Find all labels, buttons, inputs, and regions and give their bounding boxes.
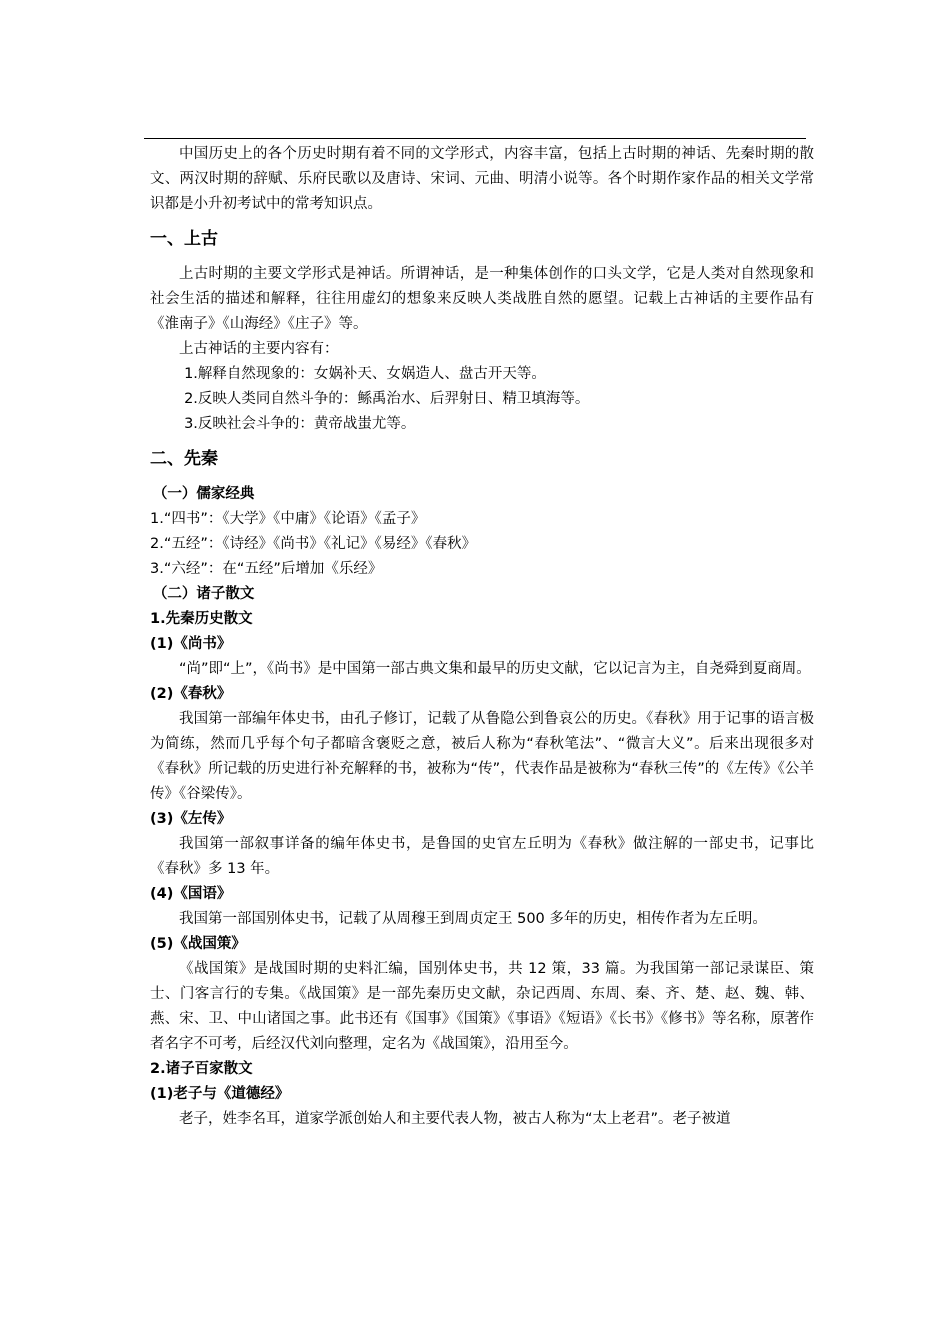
entry-text-shangshu: “尚”即“上”，《尚书》是中国第一部古典文集和最早的历史文献，它以记言为主，自尧舜到夏商周。: [179, 661, 811, 677]
subheading-zhuzi: （二）诸子散文: [152, 586, 255, 602]
rujia-list-item: 1.“四书”：《大学》《中庸》《论语》《孟子》: [150, 511, 426, 527]
document-body: [150, 142, 814, 1132]
entry-title-shangshu: (1)《尚书》: [150, 636, 232, 652]
rujia-list-item: 3.“六经”：在“五经”后增加《乐经》: [150, 561, 383, 577]
section-heading-shanggu: 一、上古: [150, 229, 218, 249]
entry-text-guoyu: 我国第一部国别体史书，记载了从周穆王到周贞定王 500 多年的历史，相传作者为左丘明。: [179, 911, 767, 927]
entry-title-chunqiu: (2)《春秋》: [150, 686, 232, 702]
entry-title-guoyu: (4)《国语》: [150, 886, 232, 902]
entry-text-zhanguoce: 《战国策》是战国时期的史料汇编，国别体史书，共 12 策，33 篇。为我国第一部记录谋臣、策士、门客言行的专集。《战国策》是一部先秦历史文献，杂记西周、东周、秦、齐、楚、赵、魏、韩、燕、宋、卫、中山诸国之事。此书还有《国事》《国策》《事语》《短语》《长书》《修书》等名称，原著作者名字不可考，后经汉代刘向整理，定名为《战国策》，沿用至今。: [150, 961, 814, 1052]
heading-zhuzi-baijia: 2.诸子百家散文: [150, 1061, 253, 1077]
entry-title-zhanguoce: (5)《战国策》: [150, 936, 246, 952]
entry-text-laozi: 老子，姓李名耳，道家学派创始人和主要代表人物，被古人称为“太上老君”。老子被道: [179, 1111, 731, 1127]
rujia-list-item: 2.“五经”：《诗经》《尚书》《礼记》《易经》《春秋》: [150, 536, 477, 552]
header-rule: [144, 138, 806, 139]
entry-title-zuozhuan: (3)《左传》: [150, 811, 232, 827]
intro-paragraph: 中国历史上的各个历史时期有着不同的文学形式，内容丰富，包括上古时期的神话、先秦时期的散文、两汉时期的辞赋、乐府民歌以及唐诗、宋词、元曲、明清小说等。各个时期作家作品的相关文学常识都是小升初考试中的常考知识点。: [150, 146, 814, 212]
subheading-rujia: （一）儒家经典: [152, 486, 255, 502]
shanggu-paragraph: 上古时期的主要文学形式是神话。所谓神话，是一种集体创作的口头文学，它是人类对自然现象和社会生活的描述和解释，往往用虚幻的想象来反映人类战胜自然的愿望。记载上古神话的主要作品有《淮南子》《山海经》《庄子》等。: [150, 266, 814, 332]
entry-text-chunqiu: 我国第一部编年体史书，由孔子修订，记载了从鲁隐公到鲁哀公的历史。《春秋》用于记事的语言极为简练，然而几乎每个句子都暗含褒贬之意，被后人称为“春秋笔法”、“微言大义”。后来出现很多对《春秋》所记载的历史进行补充解释的书，被称为“传”，代表作品是被称为“春秋三传”的《左传》《公羊传》《谷梁传》。: [150, 711, 814, 802]
entry-text-zuozhuan: 我国第一部叙事详备的编年体史书，是鲁国的史官左丘明为《春秋》做注解的一部史书，记事比《春秋》多 13 年。: [150, 836, 814, 877]
shanggu-list-item: 2.反映人类同自然斗争的：鲧禹治水、后羿射日、精卫填海等。: [184, 391, 590, 407]
shanggu-list-item: 1.解释自然现象的：女娲补天、女娲造人、盘古开天等。: [184, 366, 546, 382]
section-heading-xianqin: 二、先秦: [150, 449, 218, 469]
shanggu-list-item: 3.反映社会斗争的：黄帝战蚩尤等。: [184, 416, 416, 432]
entry-title-laozi: (1)老子与《道德经》: [150, 1086, 290, 1102]
heading-history-prose: 1.先秦历史散文: [150, 611, 253, 627]
shanggu-list-intro: 上古神话的主要内容有：: [179, 341, 339, 357]
